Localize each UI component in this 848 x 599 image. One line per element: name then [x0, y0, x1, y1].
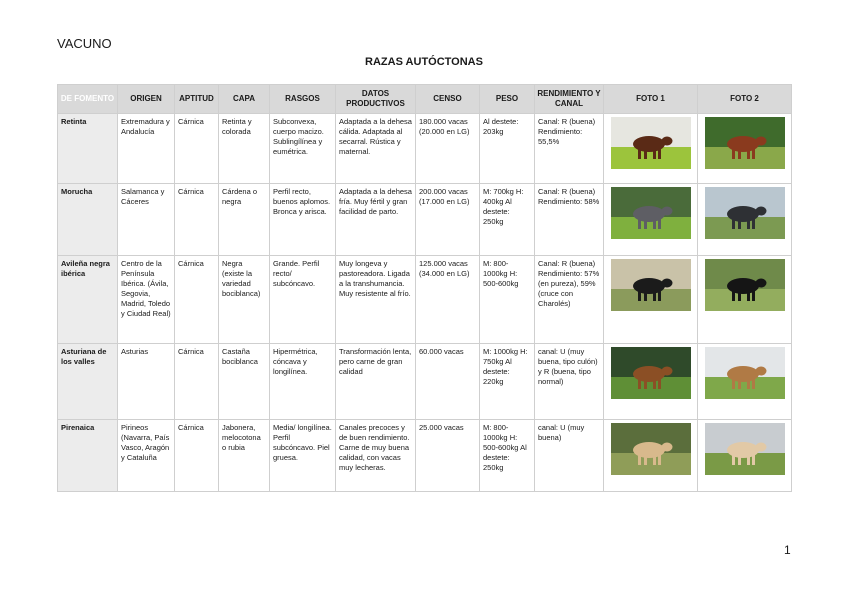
cow-photo — [611, 347, 691, 399]
photo-cell-1 — [604, 256, 698, 344]
weight-cell: M: 800-1000kg H: 500-600kg — [480, 256, 535, 344]
table-row — [58, 114, 792, 184]
cow-photo — [705, 117, 785, 169]
header-datos-productivos: DATOS PRODUCTIVOS — [336, 85, 416, 114]
weight-cell: M: 1000kg H: 750kg Al destete: 220kg — [480, 344, 535, 420]
productive-data-cell: Transformación lenta, pero carne de gran calidad — [336, 344, 416, 420]
table-header-row — [58, 85, 792, 114]
header-de-fomento: DE FOMENTO — [58, 85, 118, 114]
photo-cell-1 — [604, 344, 698, 420]
traits-cell: Grande. Perfil recto/ subcóncavo. — [270, 256, 336, 344]
aptitude-cell: Cárnica — [175, 184, 219, 256]
census-cell: 125.000 vacas (34.000 en LG) — [416, 256, 480, 344]
cow-photo — [705, 423, 785, 475]
header-peso: PESO — [480, 85, 535, 114]
traits-cell: Media/ longilínea. Perfil subcóncavo. Piel gruesa. — [270, 420, 336, 492]
census-cell: 200.000 vacas (17.000 en LG) — [416, 184, 480, 256]
coat-cell: Negra (existe la variedad bociblanca) — [219, 256, 270, 344]
origin-cell: Asturias — [118, 344, 175, 420]
header-censo: CENSO — [416, 85, 480, 114]
cow-photo — [611, 423, 691, 475]
breed-name-cell: Morucha — [58, 184, 118, 256]
weight-cell: M: 700kg H: 400kg Al destete: 250kg — [480, 184, 535, 256]
photo-cell-2 — [698, 420, 792, 492]
origin-cell: Pirineos (Navarra, País Vasco, Aragón y Cataluña — [118, 420, 175, 492]
header-origen: ORIGEN — [118, 85, 175, 114]
table-title: RAZAS AUTÓCTONAS — [365, 56, 483, 68]
yield-cell: Canal: R (buena) Rendimiento: 55,5% — [535, 114, 604, 184]
aptitude-cell: Cárnica — [175, 114, 219, 184]
productive-data-cell: Canales precoces y de buen rendimiento. Carne de muy buena calidad, con vacas muy lecheras. — [336, 420, 416, 492]
origin-cell: Salamanca y Cáceres — [118, 184, 175, 256]
origin-cell: Centro de la Península Ibérica. (Ávila, Segovia, Madrid, Toledo y Ciudad Real) — [118, 256, 175, 344]
photo-cell-1 — [604, 184, 698, 256]
cow-photo — [611, 187, 691, 239]
aptitude-cell: Cárnica — [175, 420, 219, 492]
table-row — [58, 256, 792, 344]
header-foto-1: FOTO 1 — [604, 85, 698, 114]
cow-photo — [705, 259, 785, 311]
aptitude-cell: Cárnica — [175, 256, 219, 344]
breeds-table — [57, 84, 792, 492]
header-foto-2: FOTO 2 — [698, 85, 792, 114]
header-rasgos: RASGOS — [270, 85, 336, 114]
coat-cell: Castaña bociblanca — [219, 344, 270, 420]
cow-photo — [611, 259, 691, 311]
coat-cell: Cárdena o negra — [219, 184, 270, 256]
census-cell: 60.000 vacas — [416, 344, 480, 420]
table-row — [58, 344, 792, 420]
coat-cell: Jabonera, melocotona o rubia — [219, 420, 270, 492]
breed-name-cell: Retinta — [58, 114, 118, 184]
breed-name-cell: Avileña negra ibérica — [58, 256, 118, 344]
origin-cell: Extremadura y Andalucía — [118, 114, 175, 184]
weight-cell: M: 800-1000kg H: 500-600kg Al destete: 250kg — [480, 420, 535, 492]
productive-data-cell: Muy longeva y pastoreadora. Ligada a la transhumancia. Muy resistente al frío. — [336, 256, 416, 344]
header-capa: CAPA — [219, 85, 270, 114]
photo-cell-2 — [698, 256, 792, 344]
cow-photo — [611, 117, 691, 169]
census-cell: 25.000 vacas — [416, 420, 480, 492]
photo-cell-2 — [698, 184, 792, 256]
photo-cell-1 — [604, 114, 698, 184]
census-cell: 180.000 vacas (20.000 en LG) — [416, 114, 480, 184]
productive-data-cell: Adaptada a la dehesa cálida. Adaptada al secarral. Rústica y maternal. — [336, 114, 416, 184]
breed-name-cell: Pirenaica — [58, 420, 118, 492]
header-rendimiento: RENDIMIENTO Y CANAL — [535, 85, 604, 114]
cow-photo — [705, 187, 785, 239]
yield-cell: canal: U (muy buena) — [535, 420, 604, 492]
weight-cell: Al destete: 203kg — [480, 114, 535, 184]
table-row — [58, 420, 792, 492]
traits-cell: Subconvexa, cuerpo macizo. Sublingílínea y eumétrica. — [270, 114, 336, 184]
productive-data-cell: Adaptada a la dehesa fría. Muy fértil y gran facilidad de parto. — [336, 184, 416, 256]
yield-cell: canal: U (muy buena, tipo culón) y R (buena, tipo normal) — [535, 344, 604, 420]
cow-photo — [705, 347, 785, 399]
yield-cell: Canal: R (buena) Rendimiento: 58% — [535, 184, 604, 256]
coat-cell: Retinta y colorada — [219, 114, 270, 184]
traits-cell: Hipermétrica, cóncava y longilínea. — [270, 344, 336, 420]
yield-cell: Canal: R (buena) Rendimiento: 57% (en pureza), 59% (cruce con Charolés) — [535, 256, 604, 344]
traits-cell: Perfil recto, buenos aplomos. Bronca y arisca. — [270, 184, 336, 256]
section-title: VACUNO — [57, 36, 112, 51]
table-row — [58, 184, 792, 256]
page-number: 1 — [784, 543, 791, 557]
breed-name-cell: Asturiana de los valles — [58, 344, 118, 420]
header-aptitud: APTITUD — [175, 85, 219, 114]
photo-cell-1 — [604, 420, 698, 492]
photo-cell-2 — [698, 344, 792, 420]
photo-cell-2 — [698, 114, 792, 184]
aptitude-cell: Cárnica — [175, 344, 219, 420]
